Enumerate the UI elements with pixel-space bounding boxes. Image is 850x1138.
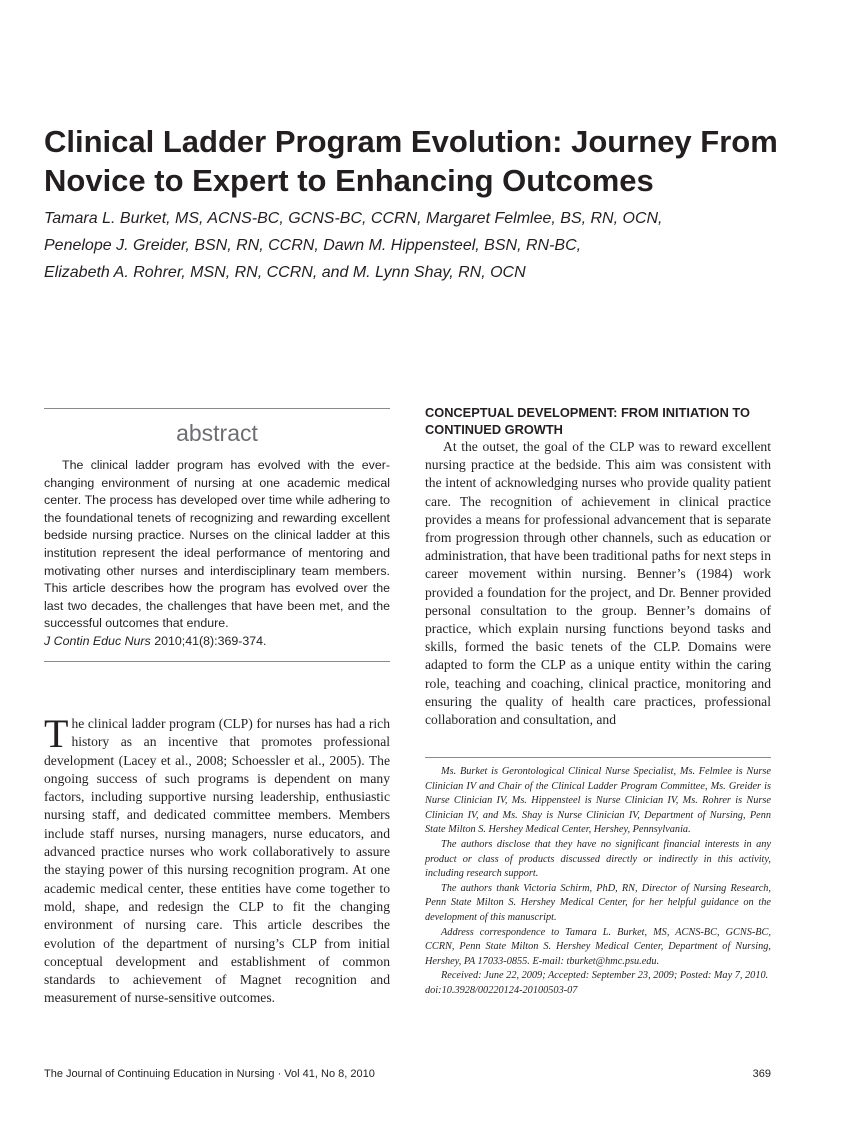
footnote-doi: doi:10.3928/00220124-20100503-07 xyxy=(425,984,578,996)
footnote-dates: Received: June 22, 2009; Accepted: September 23, 2009; Posted: May 7, 2010. xyxy=(441,970,769,982)
abstract-bottom-rule xyxy=(44,661,390,662)
abstract-body: The clinical ladder program has evolved with the ever-changing environment of nursing at one academic medical center. The process has developed over time while adhering to the foundational tenets of recognizing and rewarding excellent bedside nursing practice. Nurses on the clinical ladder at this institution represent the ideal performance of mentoring and motivating other nurses and interdisciplinary team members. This article describes how the program has evolved over the last two decades, the challenges that have been met, and the successful outcomes that endure. xyxy=(44,458,390,631)
section-heading: CONCEPTUAL DEVELOPMENT: FROM INITIATION TO CONTINUED GROWTH xyxy=(425,405,750,437)
intro-text: he clinical ladder program (CLP) for nurses has had a rich history as an incentive that promotes professional development (Lacey et al., 2008; Schoessler et al., 2005). The ongoing success of such programs is dependent on many factors, including supportive nursing leadership, enthusiastic nursing staff, and dedicated committee members. Members include staff nurses, nursing managers, nurse educators, and advanced practice nurses who work collaboratively to assure the staying power of this nursing recognition program. At one academic medical center, these entities have come together to mold, shape, and redesign the CLP to fit the changing environment of nursing care. This article describes the evolution of the department of nursing’s CLP from initial conceptual development and establishment of common standards to achievement of Magnet recognition and measurement of nurse-sensitive outcomes. xyxy=(44,716,390,1006)
author-line: Tamara L. Burket, MS, ACNS-BC, GCNS-BC, CCRN, Margaret Felmlee, BS, RN, OCN, xyxy=(44,210,663,227)
author-line: Penelope J. Greider, BSN, RN, CCRN, Dawn M. Hippensteel, BSN, RN-BC, xyxy=(44,237,582,254)
intro-paragraph xyxy=(44,711,390,1008)
footer-journal: The Journal of Continuing Education in Nursing · Vol 41, No 8, 2010 xyxy=(44,1068,375,1080)
main-section xyxy=(425,404,771,729)
abstract-citation xyxy=(44,633,390,651)
footnote-disclosure: The authors disclose that they have no significant financial interests in any product or class of products discussed directly or indirectly in this activity, including research support. xyxy=(425,838,771,880)
abstract-box xyxy=(44,408,390,662)
section-body: At the outset, the goal of the CLP was to reward excellent nursing practice at the bedside. This aim was consistent with the intent of acknowledging nurses who provide quality patient care. The recognition of achievement in clinical practice provides a means for professional advancement that is separate from progression through other channels, such as education or administration, that have been traditional paths for next steps in career movement within nursing. Benner’s (1984) work provided a foundation for the project, and Dr. Benner provided personal consultation to the group. Benner’s domains of practice, which explain nursing functions beyond tasks and skills, formed the basic tenets of the CLP. Domains were adapted to form the CLP as a unique entity within the caring role, teaching and coaching, clinical practice, monitoring and ensuring the quality of health care practices, professional collaboration and consultation, and xyxy=(425,439,771,728)
abstract-heading: abstract xyxy=(176,420,258,446)
author-list xyxy=(44,205,824,286)
citation-journal: J Contin Educ Nurs xyxy=(44,633,151,648)
abstract-top-rule xyxy=(44,408,390,409)
author-line: Elizabeth A. Rohrer, MSN, RN, CCRN, and M. Lynn Shay, RN, OCN xyxy=(44,264,526,281)
footnote-affiliations: Ms. Burket is Gerontological Clinical Nurse Specialist, Ms. Felmlee is Nurse Clinician IV and Chair of the Clinical Ladder Program Committee, Ms. Greider is Nurse Clinician IV, Ms. Hippensteel is Nurse Clinician IV, Ms. Rohrer is Nurse Clinician IV, and Ms. Shay is Nurse Clinician IV, Department of Nursing, Penn State Milton S. Hershey Medical Center, Hershey, Pennsylvania. xyxy=(425,766,771,836)
footnote-rule xyxy=(425,757,771,758)
author-footnotes xyxy=(425,757,771,999)
article-title: Clinical Ladder Program Evolution: Journey From Novice to Expert to Enhancing Outcomes xyxy=(44,124,778,198)
footnote-correspondence: Address correspondence to Tamara L. Burket, MS, ACNS-BC, GCNS-BC, CCRN, Penn State Milton S. Hershey Medical Center, Department of Nursing, Hershey, PA 17033-0855. E-mail: tburket@hmc.psu.edu. xyxy=(425,926,771,967)
footnote-acknowledgment: The authors thank Victoria Schirm, PhD, RN, Director of Nursing Research, Penn State Milton S. Hershey Medical Center, for her helpful guidance on the development of this manuscript. xyxy=(425,882,771,923)
drop-cap: T xyxy=(44,711,69,756)
citation-details: 2010;41(8):369-374. xyxy=(150,633,267,648)
page-number: 369 xyxy=(752,1068,771,1080)
